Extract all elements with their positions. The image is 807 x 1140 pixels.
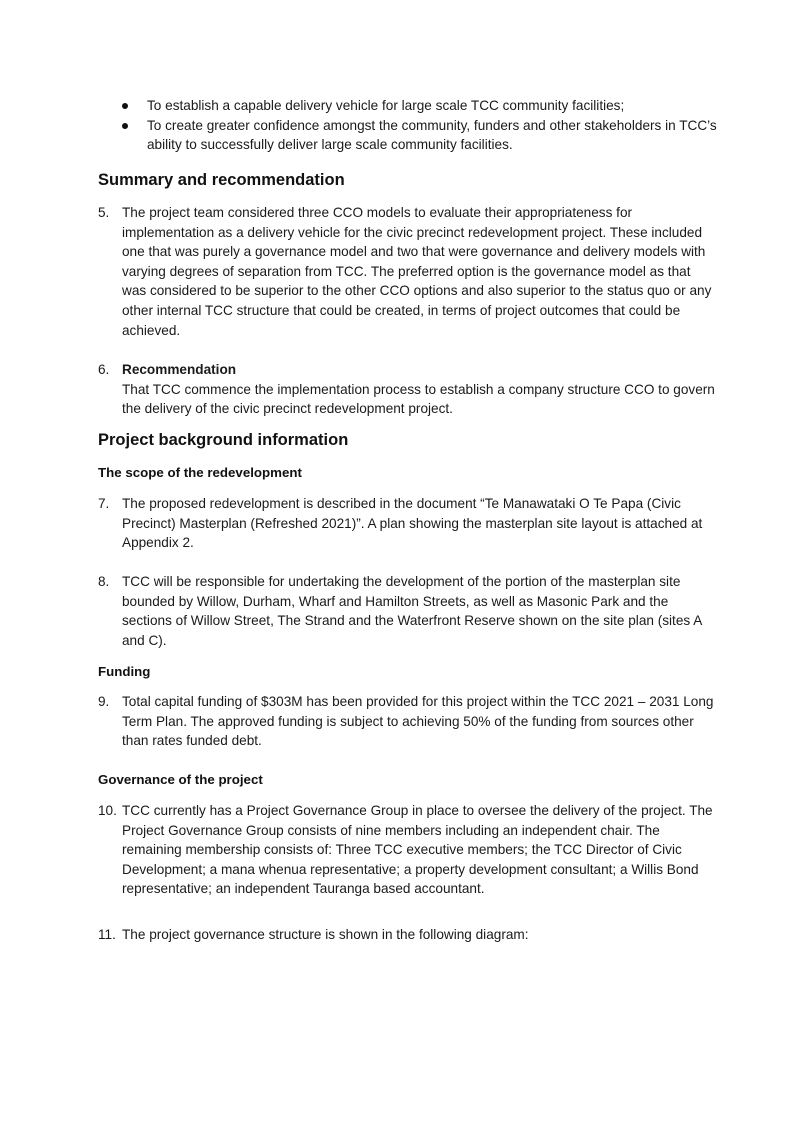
paragraph-text: The project governance structure is shown in the following diagram: <box>122 927 529 942</box>
bullet-dot-icon <box>122 123 128 129</box>
bullet-dot-icon <box>122 103 128 109</box>
recommendation-title: Recommendation <box>122 362 237 377</box>
paragraph-text: The project team considered three CCO models to evaluate their appropriateness for implementation as a delivery vehicle for the civic precinct redevelopment project. These included one that was purely a governance model and two that were governance and delivery models with varying degrees of separation from TCC. The preferred option is the governance model as that was considered to be superior to the other CCO options and also superior to the status quo or any other internal TCC structure that could be created, in terms of project outcomes that could be achieved. <box>122 205 712 338</box>
paragraph-number: 6. <box>98 362 110 377</box>
paragraph-8 <box>98 572 718 650</box>
paragraph-9 <box>98 692 718 751</box>
paragraph-text: The proposed redevelopment is described in the document “Te Manawataki O Te Papa (Civic Precinct) Masterplan (Refreshed 2021)”. A plan showing the masterplan site layout is attached at Appendix 2. <box>122 496 703 551</box>
paragraph-number: 7. <box>98 496 110 511</box>
paragraph-10 <box>98 801 718 899</box>
bullet-list <box>122 96 722 155</box>
paragraph-6 <box>98 360 718 419</box>
paragraph-text: TCC currently has a Project Governance Group in place to oversee the delivery of the project. The Project Governance Group consists of nine members including an independent chair. The remaining membership consists of: Three TCC executive members; the TCC Director of Civic Development; a mana whenua representative; a property development consultant; a Willis Bond representative; an independent Tauranga based accountant. <box>122 803 713 897</box>
bullet-item <box>122 116 722 155</box>
paragraph-5 <box>98 203 718 340</box>
background-heading: Project background information <box>98 431 349 449</box>
paragraph-11 <box>98 925 718 945</box>
summary-heading: Summary and recommendation <box>98 171 345 189</box>
paragraph-number: 5. <box>98 205 110 220</box>
funding-heading: Funding <box>98 664 151 679</box>
paragraph-number: 10. <box>98 803 117 818</box>
scope-heading: The scope of the redevelopment <box>98 465 302 480</box>
bullet-item <box>122 96 722 116</box>
paragraph-text: That TCC commence the implementation process to establish a company structure CCO to govern the delivery of the civic precinct redevelopment project. <box>122 381 715 417</box>
paragraph-7 <box>98 494 718 553</box>
bullet-text: To establish a capable delivery vehicle for large scale TCC community facilities; <box>147 98 625 113</box>
paragraph-text: TCC will be responsible for undertaking the development of the portion of the masterplan site bounded by Willow, Durham, Wharf and Hamilton Streets, as well as Masonic Park and the sections of Willow Street, The Strand and the Waterfront Reserve shown on the site plan (sites A and C). <box>122 574 702 648</box>
paragraph-number: 8. <box>98 574 110 589</box>
bullet-text: To create greater confidence amongst the community, funders and other stakeholders in TCC’s ability to successfully deliver large scale community facilities. <box>147 117 717 153</box>
paragraph-number: 9. <box>98 694 110 709</box>
governance-heading: Governance of the project <box>98 772 263 787</box>
paragraph-number: 11. <box>98 927 116 942</box>
paragraph-text: Total capital funding of $303M has been provided for this project within the TCC 2021 – 2031 Long Term Plan. The approved funding is subject to achieving 50% of the funding from sources other than rates funded debt. <box>122 694 714 749</box>
